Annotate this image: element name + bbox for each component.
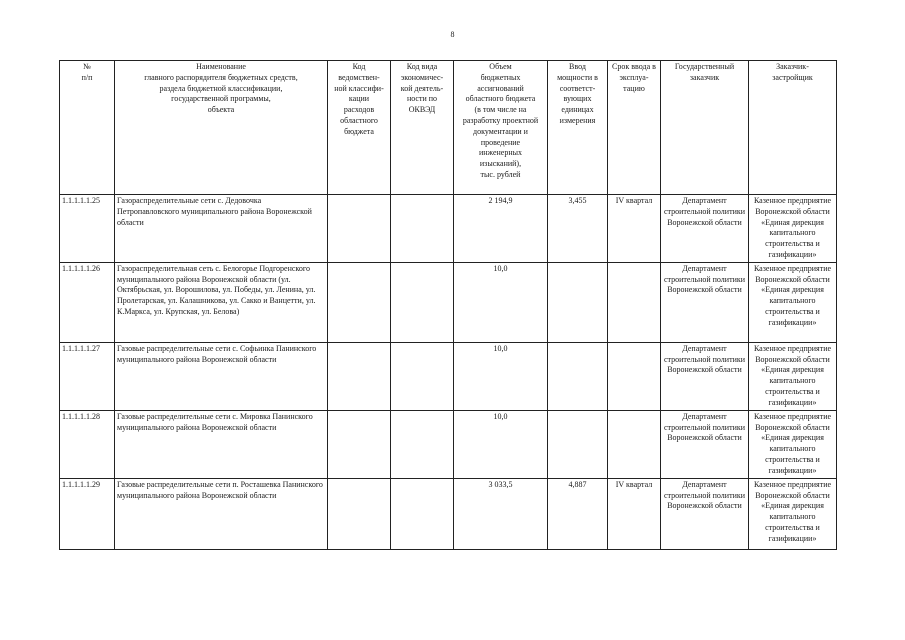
header-term: Срок ввода в эксплуа- тацию [608, 61, 661, 195]
row-term [608, 262, 661, 342]
row-name: Газовые распределительные сети с. Мировка Панинского муниципального района Воронежской области [115, 410, 328, 478]
row-developer: Казенное предприятие Воронежской области «Единая дирекция капитального строительства и газификации» [749, 410, 837, 478]
row-volume: 10,0 [454, 342, 548, 410]
table-row [60, 410, 837, 478]
row-code-okved [391, 195, 454, 263]
row-volume: 3 033,5 [454, 478, 548, 549]
row-developer: Казенное предприятие Воронежской области «Единая дирекция капитального строительства и газификации» [749, 478, 837, 549]
row-customer: Департамент строительной политики Воронежской области [661, 195, 749, 263]
row-capacity [548, 262, 608, 342]
row-name: Газораспределительные сети с. Дедовочка Петропавловского муниципального района Воронежской области [115, 195, 328, 263]
row-capacity [548, 410, 608, 478]
row-code-ved [328, 342, 391, 410]
row-code-okved [391, 410, 454, 478]
budget-table [59, 60, 837, 550]
row-customer: Департамент строительной политики Воронежской области [661, 342, 749, 410]
table-row [60, 342, 837, 410]
header-row [60, 61, 837, 195]
row-volume: 10,0 [454, 410, 548, 478]
row-name: Газораспределительная сеть с. Белогорье Подгоренского муниципального района Воронежской области (ул. Октябрьская, ул. Ворошилова, ул. Победы, ул. Ленина, ул. Пролетарская, ул. Калашникова, ул. Сакко и Ванцетти, ул. К.Маркса, ул. Крупская, ул. Белова) [115, 262, 328, 342]
header-code-ved: Код ведомствен- ной классифи- кации расходов областного бюджета [328, 61, 391, 195]
row-term [608, 342, 661, 410]
row-term: IV квартал [608, 478, 661, 549]
table-row [60, 195, 837, 263]
header-name: Наименование главного распорядителя бюджетных средств, раздела бюджетной классификации, государственной программы, объекта [115, 61, 328, 195]
row-capacity: 3,455 [548, 195, 608, 263]
row-volume: 10,0 [454, 262, 548, 342]
row-customer: Департамент строительной политики Воронежской области [661, 410, 749, 478]
table-row [60, 478, 837, 549]
page-number: 8 [450, 30, 455, 39]
header-capacity: Ввод мощности в соответст- вующих единицах измерения [548, 61, 608, 195]
row-name: Газовые распределительные сети с. Софьинка Панинского муниципального района Воронежской области [115, 342, 328, 410]
row-developer: Казенное предприятие Воронежской области «Единая дирекция капитального строительства и газификации» [749, 195, 837, 263]
row-capacity: 4,887 [548, 478, 608, 549]
row-capacity [548, 342, 608, 410]
row-code-ved [328, 410, 391, 478]
header-developer: Заказчик- застройщик [749, 61, 837, 195]
row-term [608, 410, 661, 478]
row-code-okved [391, 262, 454, 342]
row-term: IV квартал [608, 195, 661, 263]
row-num: 1.1.1.1.1.29 [60, 478, 115, 549]
row-num: 1.1.1.1.1.28 [60, 410, 115, 478]
row-customer: Департамент строительной политики Воронежской области [661, 262, 749, 342]
row-num: 1.1.1.1.1.25 [60, 195, 115, 263]
header-volume: Объем бюджетных ассигнований областного бюджета (в том числе на разработку проектной документации и проведение инженерных изысканий), тыс. рублей [454, 61, 548, 195]
table-row [60, 262, 837, 342]
row-num: 1.1.1.1.1.27 [60, 342, 115, 410]
row-volume: 2 194,9 [454, 195, 548, 263]
row-name: Газовые распределительные сети п. Росташевка Панинского муниципального района Воронежской области [115, 478, 328, 549]
row-code-okved [391, 478, 454, 549]
row-developer: Казенное предприятие Воронежской области «Единая дирекция капитального строительства и газификации» [749, 262, 837, 342]
header-customer: Государственный заказчик [661, 61, 749, 195]
row-code-ved [328, 195, 391, 263]
row-num: 1.1.1.1.1.26 [60, 262, 115, 342]
header-code-okved: Код вида экономичес- кой деятель- ности по ОКВЭД [391, 61, 454, 195]
row-code-ved [328, 262, 391, 342]
row-code-ved [328, 478, 391, 549]
row-developer: Казенное предприятие Воронежской области «Единая дирекция капитального строительства и газификации» [749, 342, 837, 410]
row-customer: Департамент строительной политики Воронежской области [661, 478, 749, 549]
row-code-okved [391, 342, 454, 410]
header-num: № п/п [60, 61, 115, 195]
